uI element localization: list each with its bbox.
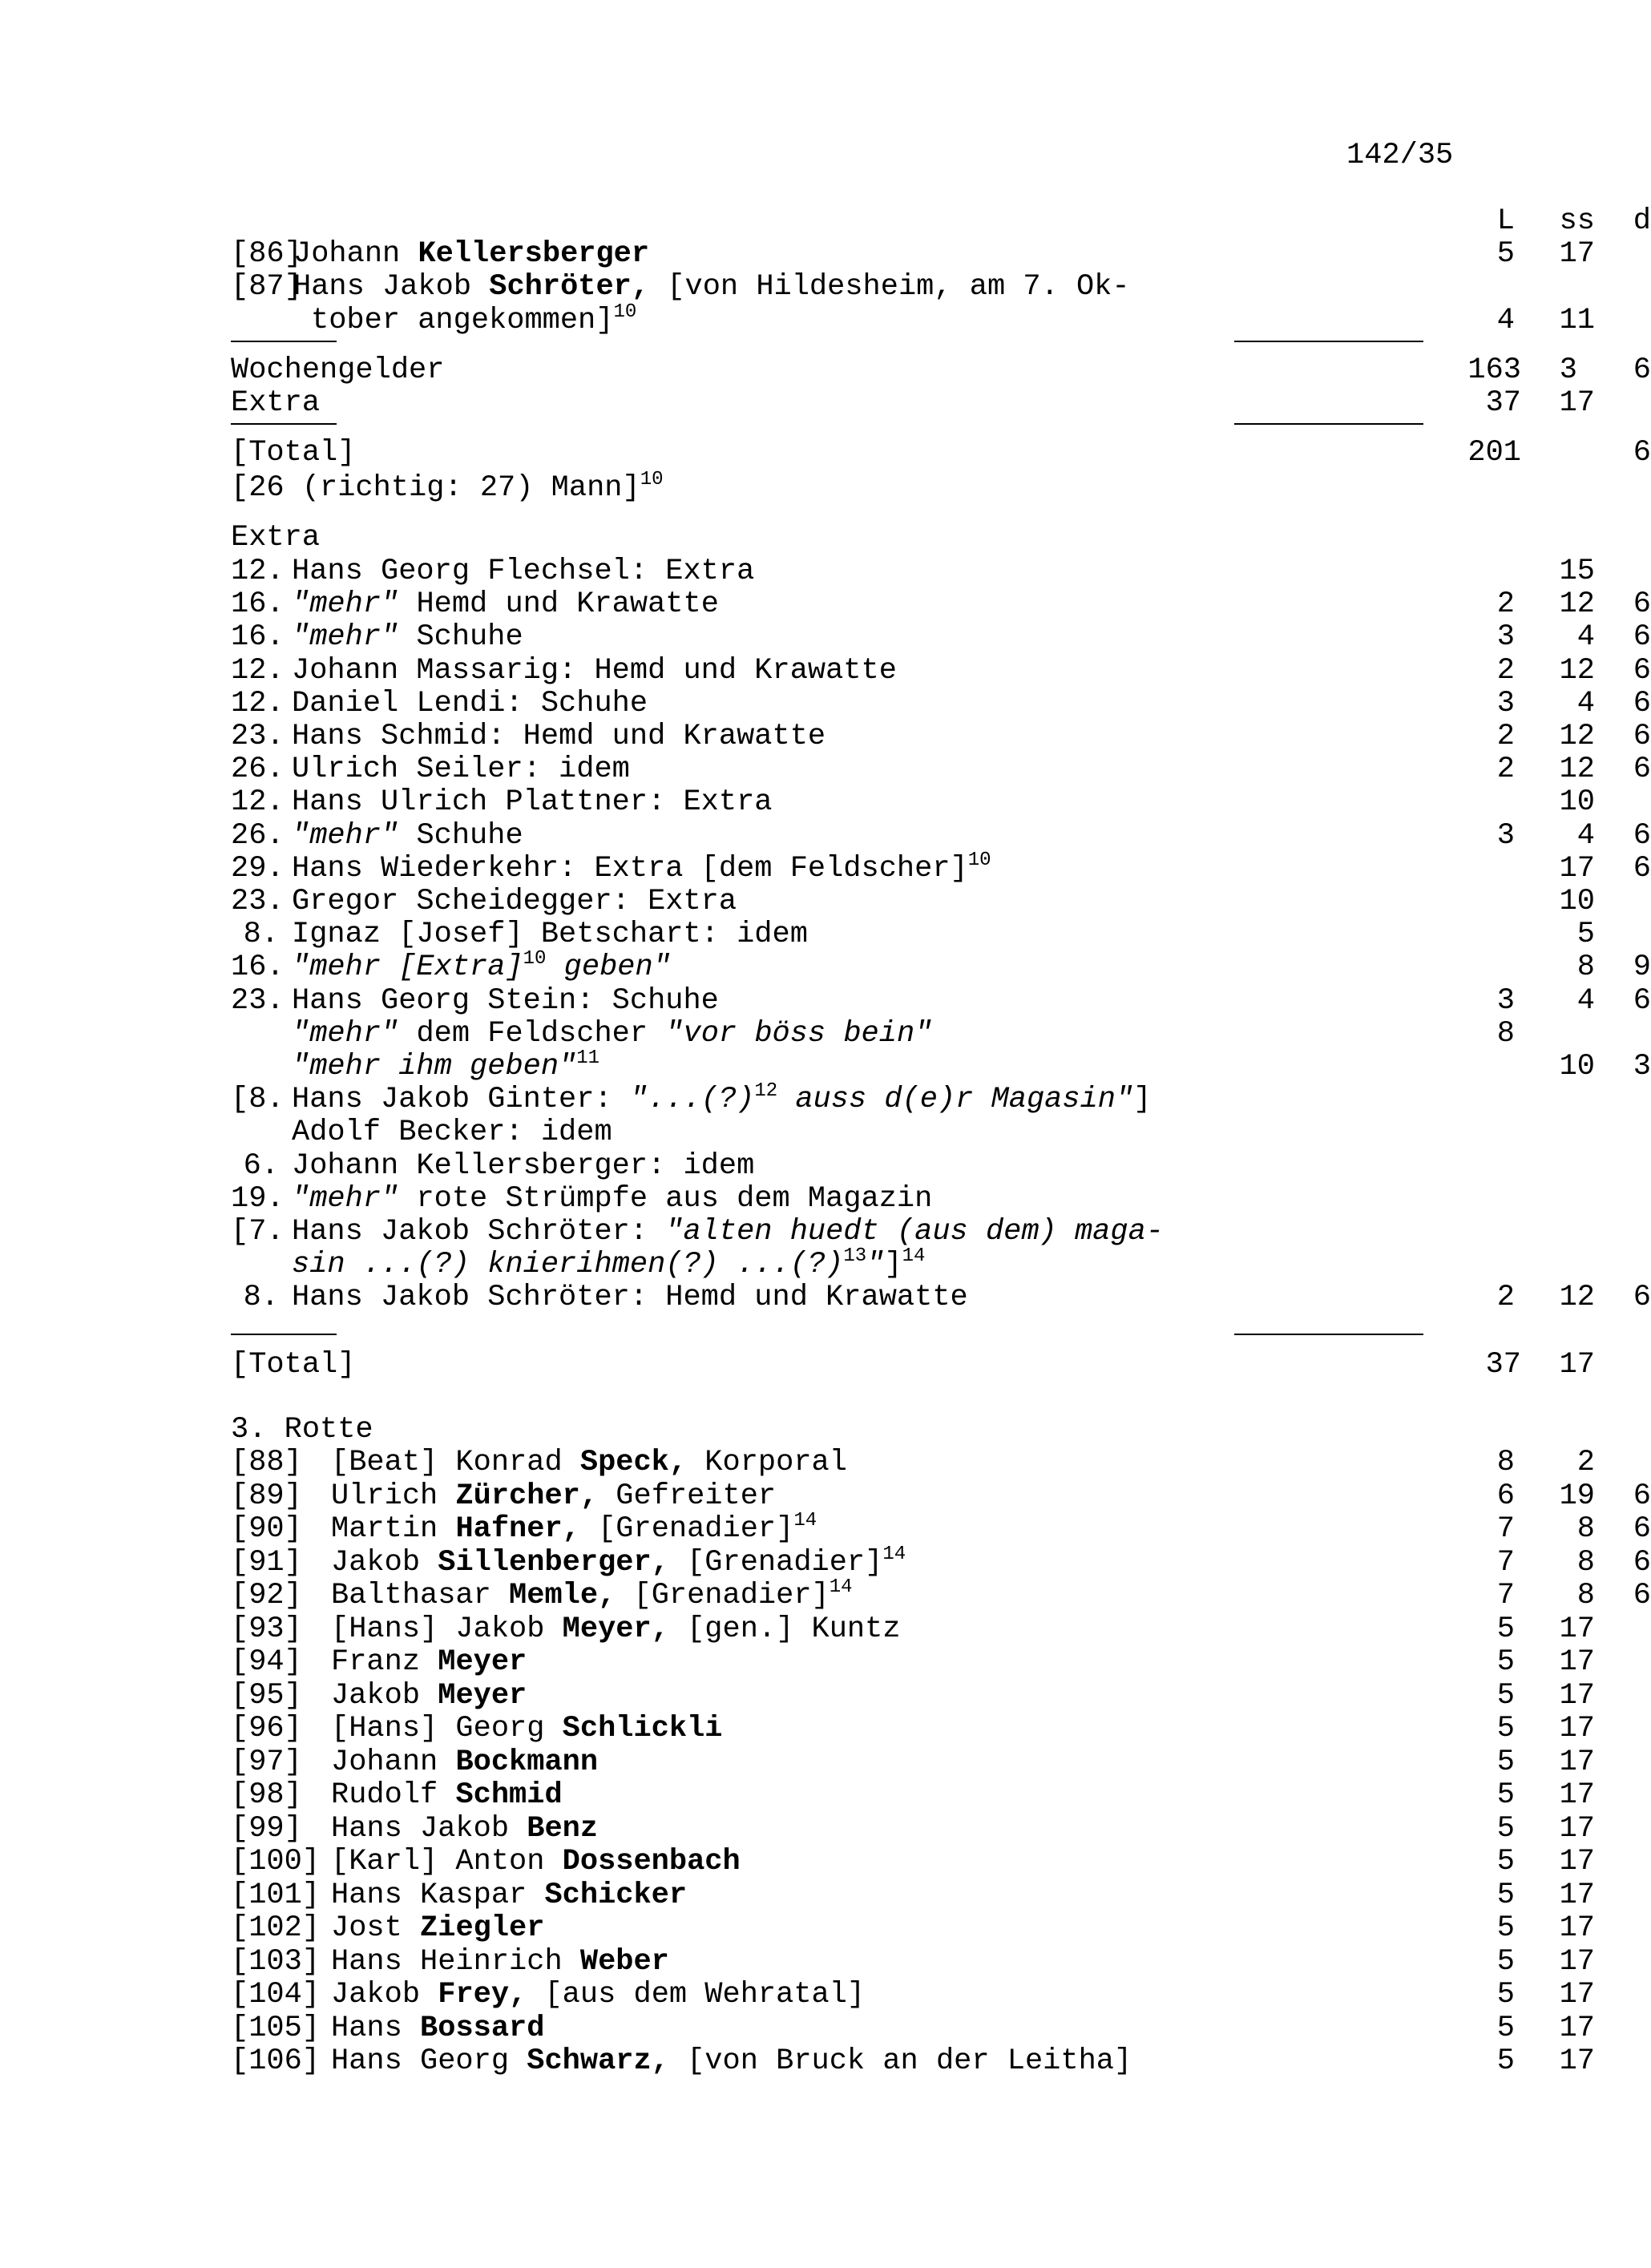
value-ss: 15 — [1559, 555, 1595, 588]
entry-surname: Schröter, — [489, 270, 650, 304]
quote-text: "mehr" — [292, 587, 399, 621]
entry-text: Jakob Sillenberger, [Grenadier]$^{14}$ — [331, 1544, 906, 1580]
value-d: 6 — [1633, 587, 1651, 621]
entry-row — [231, 237, 1595, 272]
extra-row — [231, 1182, 1433, 1217]
entry-number: [104] — [231, 1978, 321, 2012]
quote-text: "mehr [Extra] — [292, 950, 523, 984]
entry-number: [103] — [231, 1945, 321, 1979]
entry-number: [95] — [231, 1679, 302, 1713]
quote-text: "...(?) — [629, 1083, 755, 1116]
extra-row — [231, 819, 1651, 854]
extra-row — [231, 1245, 1433, 1283]
value-ss: 17 — [1559, 1778, 1595, 1812]
entry-number: 12. — [231, 785, 285, 819]
entry-number: [102] — [231, 1911, 321, 1945]
value-d: 6 — [1633, 620, 1651, 654]
entry-text: Hans Schmid: Hemd und Krawatte — [292, 720, 826, 753]
value-d: 3 — [1633, 1050, 1651, 1084]
entry-number: [92] — [231, 1579, 302, 1612]
value-l: 5 — [1496, 1745, 1515, 1779]
footnote-ref: 10 — [613, 301, 637, 323]
value-d: 9 — [1633, 950, 1651, 984]
value-ss: 17 — [1559, 2044, 1595, 2078]
value-l: 3 — [1496, 984, 1515, 1018]
entry-surname: Dossenbach — [562, 1845, 741, 1879]
value-ss: 8 — [1576, 950, 1595, 984]
rotte-row — [231, 1510, 1651, 1548]
rotte-row — [231, 1645, 1595, 1681]
rotte-row — [231, 1945, 1595, 1980]
entry-surname: Memle, — [509, 1579, 616, 1612]
footnote-ref: 10 — [523, 948, 547, 970]
value-l: 6 — [1496, 1479, 1515, 1513]
value-d: 6 — [1633, 687, 1651, 720]
extra-row — [231, 849, 1651, 887]
entry-text: Ignaz [Josef] Betschart: idem — [292, 918, 808, 951]
value-d: 6 — [1633, 436, 1651, 470]
entry-number: 16. — [231, 620, 285, 654]
entry-number: [105] — [231, 2012, 321, 2045]
extra-row — [231, 885, 1595, 920]
rule — [1234, 1334, 1423, 1335]
rotte-row — [231, 1879, 1595, 1914]
entry-number: [91] — [231, 1546, 302, 1580]
entry-text: Adolf Becker: idem — [292, 1116, 612, 1149]
entry-surname: Sillenberger, — [438, 1546, 669, 1580]
extra-sum-label: Extra — [231, 386, 321, 420]
footnote-ref: 11 — [576, 1047, 600, 1069]
value-ss: 12 — [1559, 587, 1595, 621]
entry-surname: Frey, — [438, 1978, 527, 2012]
extra-row — [231, 984, 1651, 1019]
rotte-heading — [231, 1413, 1433, 1448]
entry-number: [94] — [231, 1645, 302, 1679]
extra-row — [231, 1215, 1433, 1250]
entry-surname: Bossard — [420, 2012, 545, 2045]
value-ss: 4 — [1576, 819, 1595, 853]
entry-number: [100] — [231, 1845, 321, 1879]
value-d: 6 — [1633, 753, 1651, 786]
value-l: 5 — [1496, 1679, 1515, 1713]
entry-text: "mehr" Schuhe — [292, 620, 523, 654]
mann-row — [231, 471, 1433, 506]
entry-number: 16. — [231, 587, 285, 621]
rotte-row — [231, 1911, 1595, 1947]
entry-number: 12. — [231, 654, 285, 688]
mann-text: [26 (richtig: 27) Mann] — [231, 471, 640, 505]
value-d: 6 — [1633, 720, 1651, 753]
entry-text: [Hans] Jakob Meyer, [gen.] Kuntz — [331, 1612, 901, 1646]
footnote-ref: 14 — [793, 1510, 817, 1532]
entry-text: Ulrich Zürcher, Gefreiter — [331, 1479, 777, 1513]
entry-surname: Meyer — [438, 1679, 527, 1713]
entry-number: [86] — [231, 237, 302, 271]
value-d: 6 — [1633, 1546, 1651, 1580]
value-l: 5 — [1496, 1812, 1515, 1846]
extra-row — [231, 1017, 1515, 1052]
entry-text: Hans Jakob — [293, 270, 490, 304]
rotte-row — [231, 1812, 1595, 1847]
quote-text: auss d(e)r Magasin" — [777, 1083, 1134, 1116]
rotte-row — [231, 1612, 1595, 1648]
footnote-ref: 14 — [902, 1245, 926, 1267]
entry-text: Hans Heinrich Weber — [331, 1945, 669, 1979]
total-row — [231, 1348, 1595, 1383]
entry-row-continued — [231, 301, 1595, 339]
value-l: 5 — [1496, 1845, 1515, 1879]
value-l: 2 — [1496, 720, 1515, 753]
entry-text: Hans Jakob Schröter: Hemd und Krawatte — [292, 1281, 968, 1314]
entry-text: Johann Bockmann — [331, 1745, 599, 1779]
entry-surname: Ziegler — [420, 1911, 545, 1945]
header-d: d — [1633, 204, 1651, 238]
value-ss: 17 — [1559, 2012, 1595, 2045]
entry-text: "mehr" Schuhe — [292, 819, 523, 853]
entry-number: [106] — [231, 2044, 321, 2078]
value-l: 5 — [1496, 237, 1515, 271]
entry-number: 23. — [231, 885, 285, 918]
entry-text: Jost Ziegler — [331, 1911, 545, 1945]
entry-number: [7. — [231, 1215, 285, 1249]
entry-number: [87] — [231, 270, 302, 304]
value-l: 5 — [1496, 1778, 1515, 1812]
extra-row — [231, 587, 1651, 623]
value-ss: 17 — [1559, 1911, 1595, 1945]
rotte-row — [231, 1576, 1651, 1614]
entry-number: 29. — [231, 852, 285, 886]
entry-text — [292, 950, 671, 984]
value-l: 7 — [1496, 1546, 1515, 1580]
entry-number: 8. — [243, 1281, 279, 1314]
extra-row — [231, 1281, 1651, 1316]
entry-number: [97] — [231, 1745, 302, 1779]
value-d: 6 — [1633, 654, 1651, 688]
value-ss: 12 — [1559, 654, 1595, 688]
entry-text: "mehr" Hemd und Krawatte — [292, 587, 719, 621]
rule — [1234, 423, 1423, 425]
rotte-row — [231, 2044, 1595, 2080]
entry-text: [Karl] Anton Dossenbach — [331, 1845, 741, 1879]
value-l: 2 — [1496, 654, 1515, 688]
extra-row — [231, 918, 1595, 953]
rule — [1234, 341, 1423, 342]
entry-text: Hans Ulrich Plattner: Extra — [292, 785, 773, 819]
entry-text: tober angekommen] — [311, 304, 614, 337]
entry-surname: Zürcher, — [455, 1479, 599, 1513]
value-l: 3 — [1496, 620, 1515, 654]
extra-row — [231, 555, 1595, 590]
entry-number: [89] — [231, 1479, 302, 1513]
entry-text: Balthasar Memle, [Grenadier]$^{14}$ — [331, 1576, 853, 1612]
entry-surname: Bockmann — [455, 1745, 599, 1779]
value-l: 8 — [1496, 1446, 1515, 1479]
entry-number: [96] — [231, 1712, 302, 1745]
value-ss: 17 — [1559, 1712, 1595, 1745]
entry-surname: Hafner, — [455, 1512, 580, 1546]
entry-number: 8. — [243, 918, 279, 951]
wochengelder-row — [231, 353, 1651, 389]
quote-text: "alten huedt (aus dem) maga- — [665, 1215, 1164, 1249]
rotte-row — [231, 2012, 1595, 2047]
rotte-row — [231, 1712, 1595, 1747]
value-l: 5 — [1496, 1911, 1515, 1945]
rotte-row — [231, 1479, 1651, 1515]
entry-number: 16. — [231, 950, 285, 984]
rotte-row — [231, 1446, 1595, 1481]
value-ss: 11 — [1559, 304, 1595, 337]
entry-text: Hans Jakob Ginter: "...(?)$^{12}$ auss d(e)r Magasin"] — [292, 1080, 1152, 1116]
entry-number: 12. — [231, 555, 285, 588]
entry-text: Jakob Meyer — [331, 1679, 527, 1713]
value-l: 3 — [1496, 819, 1515, 853]
value-ss: 17 — [1559, 386, 1595, 420]
value-d: 6 — [1633, 1579, 1651, 1612]
value-ss: 3 — [1559, 353, 1577, 387]
entry-surname: Schmid — [455, 1778, 563, 1812]
value-ss: 5 — [1576, 918, 1595, 951]
entry-text: Franz Meyer — [331, 1645, 527, 1679]
value-ss: 12 — [1559, 753, 1595, 786]
entry-number: 6. — [243, 1149, 279, 1183]
entry-text: [Beat] Konrad Speck, Korporal — [331, 1446, 847, 1479]
rotte-row — [231, 1778, 1595, 1814]
entry-text: Ulrich Seiler: idem — [292, 753, 630, 786]
value-ss: 17 — [1559, 1845, 1595, 1879]
entry-row — [231, 270, 1433, 305]
entry-text: Gregor Scheidegger: Extra — [292, 885, 737, 918]
quote-text: "mehr ihm geben" — [292, 1050, 577, 1084]
extra-row — [231, 654, 1651, 689]
rotte-row — [231, 1845, 1595, 1880]
section-heading: Extra — [231, 521, 321, 555]
value-l: 5 — [1496, 1612, 1515, 1646]
value-l: 2 — [1496, 1281, 1515, 1314]
rule — [231, 341, 337, 342]
quote-text: "mehr" — [292, 1017, 399, 1051]
entry-text: "mehr" dem Feldscher "vor böss bein" — [292, 1017, 933, 1051]
value-l: 3 — [1496, 687, 1515, 720]
entry-number: 23. — [231, 984, 285, 1018]
entry-number: [99] — [231, 1812, 302, 1846]
entry-number: [8. — [231, 1083, 285, 1116]
value-l: 4 — [1496, 304, 1515, 337]
entry-surname: Schwarz, — [527, 2044, 669, 2078]
footnote-ref: 14 — [882, 1544, 906, 1565]
value-ss: 17 — [1559, 1348, 1595, 1382]
entry-surname: Kellersberger — [418, 237, 650, 271]
entry-surname: Schicker — [544, 1879, 688, 1912]
entry-text: Johann Massarig: Hemd und Krawatte — [292, 654, 897, 688]
entry-text: Johann Kellersberger: idem — [292, 1149, 755, 1183]
value-ss: 17 — [1559, 1645, 1595, 1679]
value-l: 5 — [1496, 1712, 1515, 1745]
entry-text: Hans Jakob Schröter: "alten huedt (aus dem) maga- — [292, 1215, 1164, 1249]
quote-text: "vor böss bein" — [665, 1017, 933, 1051]
extra-sum-row — [231, 386, 1595, 422]
total-row — [231, 436, 1651, 471]
rotte-row — [231, 1679, 1595, 1714]
entry-number: 19. — [231, 1182, 285, 1216]
extra-row — [231, 785, 1595, 821]
entry-number: [88] — [231, 1446, 302, 1479]
quote-text: sin ...(?) knierihmen(?) ...(?) — [292, 1248, 844, 1281]
entry-surname: Speck, — [579, 1446, 688, 1479]
extra-row — [231, 948, 1651, 986]
total-label: [Total] — [231, 436, 356, 470]
entry-number: 23. — [231, 720, 285, 753]
header-ss: ss — [1559, 204, 1595, 238]
value-ss: 17 — [1559, 1745, 1595, 1779]
entry-note: [von Hildesheim, am 7. Ok- — [649, 270, 1130, 304]
value-l: 8 — [1496, 1017, 1515, 1051]
entry-text: [Hans] Georg Schlickli — [331, 1712, 723, 1745]
value-ss: 12 — [1559, 720, 1595, 753]
value-d: 6 — [1633, 1512, 1651, 1546]
value-ss: 8 — [1576, 1579, 1595, 1612]
footnote-ref: 13 — [843, 1245, 867, 1267]
quote-text: "mehr" — [292, 1182, 399, 1216]
value-d: 6 — [1633, 1479, 1651, 1513]
value-ss: 4 — [1576, 984, 1595, 1018]
extra-heading — [231, 521, 1433, 556]
extra-row — [231, 1149, 1433, 1184]
entry-surname: Meyer, — [562, 1612, 669, 1646]
header-l: L — [1496, 204, 1515, 238]
entry-text: Hans Kaspar Schicker — [331, 1879, 688, 1912]
entry-text: Hans Wiederkehr: Extra [dem Feldscher]$^{10}$ — [292, 849, 991, 886]
value-ss: 10 — [1559, 1050, 1595, 1084]
value-d: 6 — [1633, 984, 1651, 1018]
section-heading: 3. Rotte — [231, 1413, 373, 1447]
entry-number: [98] — [231, 1778, 302, 1812]
entry-text — [292, 1047, 600, 1084]
value-ss: 17 — [1559, 1679, 1595, 1713]
value-ss: 2 — [1576, 1446, 1595, 1479]
entry-number: 12. — [231, 687, 285, 720]
entry-surname: Weber — [579, 1945, 669, 1979]
column-headers — [231, 204, 1651, 240]
value-l: 5 — [1496, 1945, 1515, 1979]
value-ss: 19 — [1559, 1479, 1595, 1513]
extra-row — [231, 687, 1651, 722]
value-ss: 17 — [1559, 1879, 1595, 1912]
value-l: 5 — [1496, 1978, 1515, 2012]
entry-text: Johann — [293, 237, 418, 271]
quote-text: " — [866, 1248, 885, 1281]
entry-text: Martin Hafner, [Grenadier]$^{14}$ — [331, 1510, 817, 1546]
extra-row — [231, 1116, 1433, 1151]
rotte-row — [231, 1978, 1595, 2013]
value-ss: 8 — [1576, 1546, 1595, 1580]
extra-row — [231, 620, 1651, 656]
value-ss: 10 — [1559, 885, 1595, 918]
value-ss: 4 — [1576, 620, 1595, 654]
entry-text: Hans Georg Flechsel: Extra — [292, 555, 755, 588]
value-l: 7 — [1496, 1512, 1515, 1546]
value-ss: 10 — [1559, 785, 1595, 819]
value-l: 2 — [1496, 587, 1515, 621]
wochengelder-label: Wochengelder — [231, 353, 445, 387]
extra-row — [231, 753, 1651, 788]
value-ss: 17 — [1559, 1612, 1595, 1646]
value-l: 37 — [1485, 1348, 1521, 1382]
entry-number: 26. — [231, 819, 285, 853]
value-d: 6 — [1633, 819, 1651, 853]
value-ss: 17 — [1559, 237, 1595, 271]
extra-row — [231, 1080, 1433, 1118]
entry-number: [101] — [231, 1879, 321, 1912]
value-ss: 12 — [1559, 1281, 1595, 1314]
value-l: 5 — [1496, 2012, 1515, 2045]
value-l: 5 — [1496, 1645, 1515, 1679]
value-ss: 4 — [1576, 687, 1595, 720]
value-l: 201 — [1467, 436, 1521, 470]
value-l: 7 — [1496, 1579, 1515, 1612]
entry-surname: Benz — [527, 1812, 599, 1846]
entry-number: [93] — [231, 1612, 302, 1646]
value-l: 2 — [1496, 753, 1515, 786]
rotte-row — [231, 1745, 1595, 1781]
value-ss: 17 — [1559, 1812, 1595, 1846]
value-d: 6 — [1633, 852, 1651, 886]
footnote-ref: 12 — [754, 1080, 778, 1102]
entry-text: sin ...(?) knierihmen(?) ...(?)$^{13}$"]$^{14}$ — [292, 1245, 926, 1281]
entry-text: Rudolf Schmid — [331, 1778, 563, 1812]
value-l: 5 — [1496, 2044, 1515, 2078]
entry-text: Jakob Frey, [aus dem Wehratal] — [331, 1978, 866, 2012]
entry-number: [90] — [231, 1512, 302, 1546]
rule — [231, 1334, 337, 1335]
quote-text: "mehr" — [292, 620, 399, 654]
entry-text: Hans Georg Schwarz, [von Bruck an der Leitha] — [331, 2044, 1132, 2078]
value-d: 6 — [1633, 353, 1651, 387]
extra-row — [231, 1047, 1651, 1085]
entry-text: Daniel Lendi: Schuhe — [292, 687, 648, 720]
footnote-ref: 14 — [829, 1576, 853, 1598]
entry-text: Hans Jakob Benz — [331, 1812, 599, 1846]
footnote-ref: 10 — [640, 469, 664, 490]
value-l: 5 — [1496, 1879, 1515, 1912]
rule — [231, 423, 337, 425]
entry-text: Hans Bossard — [331, 2012, 545, 2045]
value-d: 6 — [1633, 1281, 1651, 1314]
value-l: 37 — [1485, 386, 1521, 420]
footnote-ref: 10 — [967, 849, 991, 871]
entry-surname: Schlickli — [562, 1712, 723, 1745]
extra-row — [231, 720, 1651, 755]
value-ss: 8 — [1576, 1512, 1595, 1546]
entry-surname: Meyer — [438, 1645, 527, 1679]
page-number: 142/35 — [1346, 139, 1454, 172]
entry-text: Hans Georg Stein: Schuhe — [292, 984, 719, 1018]
total-label: [Total] — [231, 1348, 356, 1382]
entry-number: 26. — [231, 753, 285, 786]
value-ss: 17 — [1559, 1978, 1595, 2012]
quote-text: geben" — [546, 950, 671, 984]
value-ss: 17 — [1559, 1945, 1595, 1979]
value-l: 163 — [1467, 353, 1521, 387]
value-ss: 17 — [1559, 852, 1595, 886]
entry-text: "mehr" rote Strümpfe aus dem Magazin — [292, 1182, 933, 1216]
quote-text: "mehr" — [292, 819, 399, 853]
